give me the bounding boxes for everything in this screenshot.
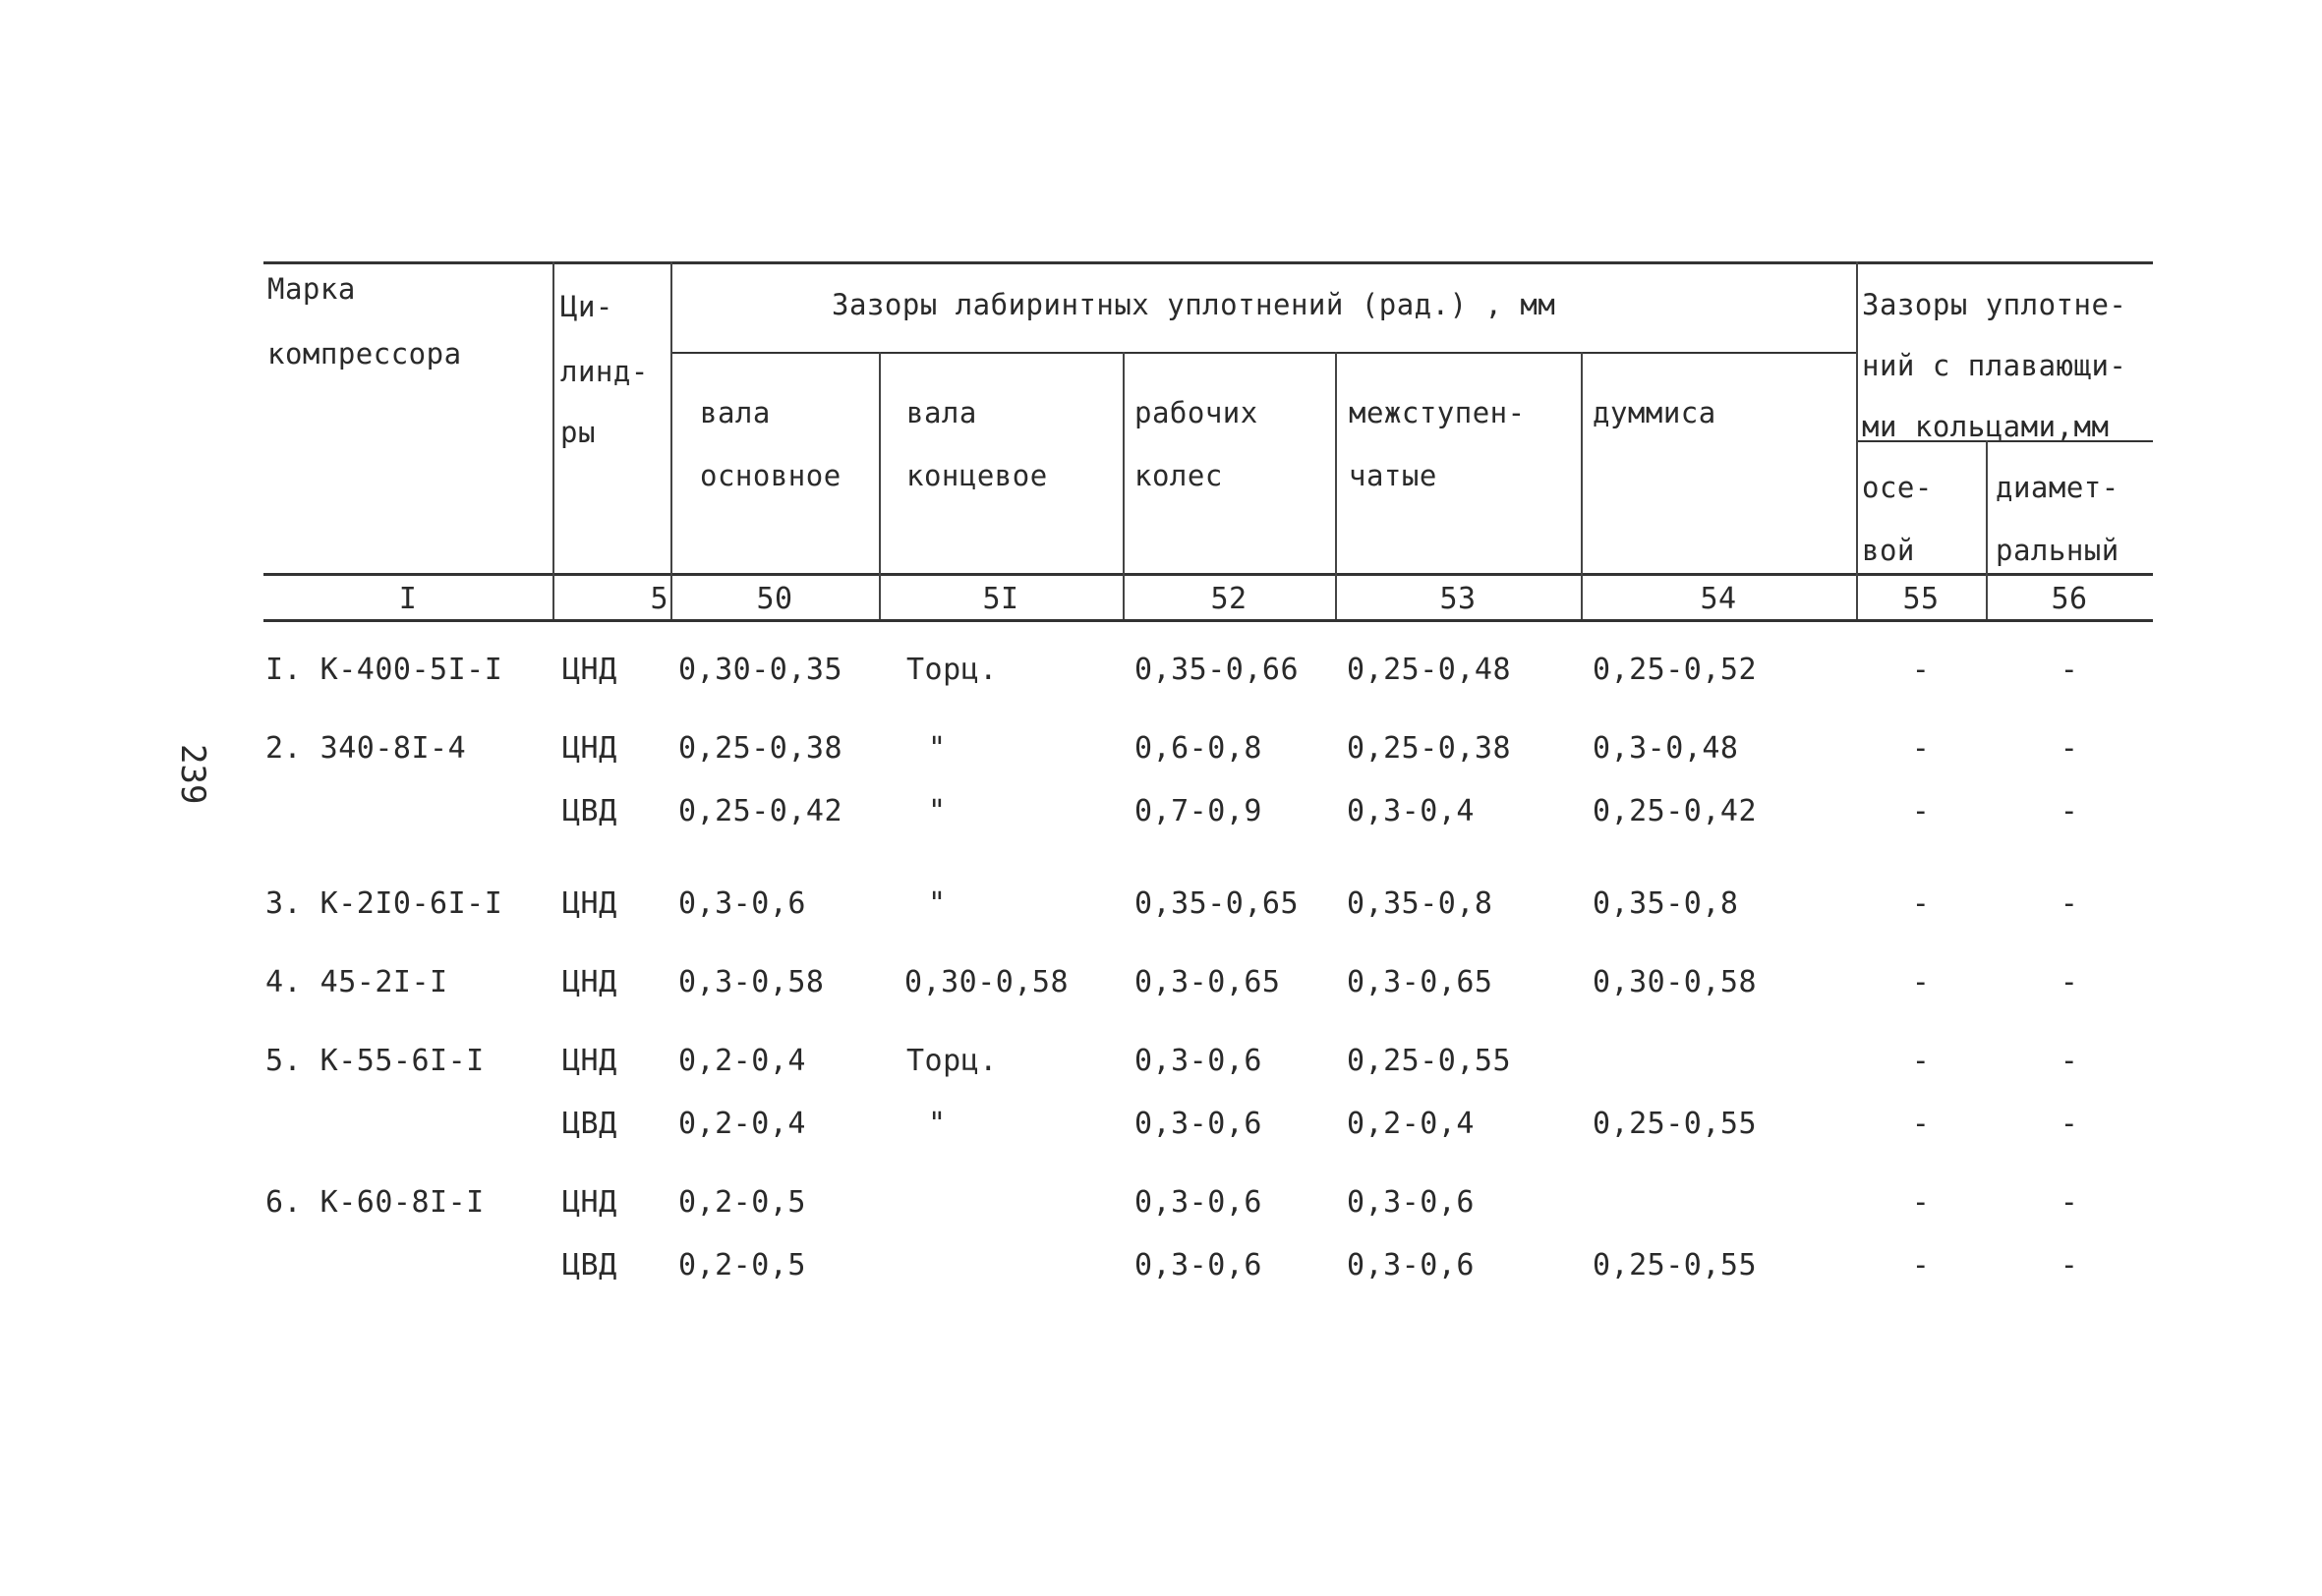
- header-bottom-rule: [263, 573, 2153, 576]
- header-wheels-1: рабочих: [1134, 396, 1258, 429]
- table-cell-c53: 0,25-0,38: [1347, 731, 1512, 766]
- table-cell-brand: 3. К-2I0-6I-I: [265, 886, 503, 921]
- header-brand-2: компрессора: [267, 337, 462, 370]
- header-floating-1: Зазоры уплотне-: [1862, 288, 2127, 321]
- header-wheels-2: колес: [1134, 459, 1223, 492]
- table-cell-c52: 0,3-0,65: [1134, 965, 1281, 999]
- table-cell-brand: 6. К-60-8I-I: [265, 1185, 485, 1220]
- table-cell-cyl: ЦНД: [562, 1185, 617, 1220]
- table-cell-c56: -: [2060, 1185, 2079, 1220]
- table-top-rule: [263, 261, 2153, 264]
- table-cell-c56: -: [2060, 886, 2079, 921]
- table-cell-c54: 0,30-0,58: [1593, 965, 1758, 999]
- table-cell-c54: 0,25-0,55: [1593, 1107, 1758, 1141]
- table-cell-c51: Торц.: [906, 1044, 998, 1078]
- table-cell-c53: 0,3-0,6: [1347, 1185, 1475, 1220]
- col-number-5: 5: [650, 582, 668, 616]
- table-cell-brand: 5. К-55-6I-I: [265, 1044, 485, 1078]
- table-cell-c52: 0,35-0,65: [1134, 886, 1300, 921]
- table-cell-cyl: ЦВД: [562, 794, 617, 828]
- table-cell-c51: ": [928, 1107, 947, 1141]
- table-cell-c50: 0,3-0,6: [678, 886, 806, 921]
- header-interstage-2: чатые: [1349, 459, 1437, 492]
- header-shaft-main-2: основное: [700, 459, 842, 492]
- table-cell-c52: 0,35-0,66: [1134, 653, 1300, 687]
- table-cell-c50: 0,3-0,58: [678, 965, 825, 999]
- col-number-54: 54: [1700, 582, 1737, 616]
- table-cell-c50: 0,2-0,4: [678, 1044, 806, 1078]
- table-cell-c54: 0,3-0,48: [1593, 731, 1739, 766]
- header-interstage-1: межступен-: [1349, 396, 1526, 429]
- table-cell-c50: 0,25-0,42: [678, 794, 843, 828]
- col-number-53: 53: [1439, 582, 1477, 616]
- table-cell-c52: 0,3-0,6: [1134, 1044, 1262, 1078]
- table-cell-c56: -: [2060, 1248, 2079, 1282]
- table-cell-c55: -: [1911, 653, 1931, 687]
- header-diam-1: диамет-: [1996, 471, 2119, 504]
- table-cell-brand: 2. 340-8I-4: [265, 731, 467, 766]
- table-cell-c53: 0,3-0,65: [1347, 965, 1493, 999]
- table-cell-c51: ": [928, 731, 947, 766]
- header-cyl-3: ры: [560, 416, 596, 449]
- table-cell-cyl: ЦНД: [562, 965, 617, 999]
- table-cell-c52: 0,6-0,8: [1134, 731, 1262, 766]
- table-cell-c51: ": [928, 794, 947, 828]
- table-cell-c53: 0,25-0,48: [1347, 653, 1512, 687]
- table-cell-c54: 0,35-0,8: [1593, 886, 1739, 921]
- table-cell-c55: -: [1911, 965, 1931, 999]
- col-number-55: 55: [1902, 582, 1940, 616]
- table-cell-c50: 0,2-0,5: [678, 1185, 806, 1220]
- table-cell-c56: -: [2060, 731, 2079, 766]
- table-cell-c50: 0,2-0,5: [678, 1248, 806, 1282]
- table-cell-c55: -: [1911, 1107, 1931, 1141]
- col-divider-50: [670, 261, 672, 619]
- table-cell-c53: 0,3-0,6: [1347, 1248, 1475, 1282]
- table-cell-c51: ": [928, 886, 947, 921]
- table-cell-cyl: ЦВД: [562, 1248, 617, 1282]
- table-cell-cyl: ЦВД: [562, 1107, 617, 1141]
- subheader-rule: [670, 352, 1856, 354]
- table-cell-c52: 0,7-0,9: [1134, 794, 1262, 828]
- column-number-rule: [263, 619, 2153, 622]
- table-cell-cyl: ЦНД: [562, 731, 617, 766]
- header-cyl-1: Ци-: [560, 290, 613, 323]
- table-cell-c55: -: [1911, 886, 1931, 921]
- col-divider-55: [1856, 261, 1858, 619]
- header-cyl-2: линд-: [560, 355, 649, 388]
- table-cell-c55: -: [1911, 794, 1931, 828]
- header-brand-1: Марка: [267, 272, 356, 306]
- page-number: 239: [173, 744, 212, 805]
- table-cell-c54: 0,25-0,42: [1593, 794, 1758, 828]
- col-number-56: 56: [2051, 582, 2088, 616]
- header-axial-2: вой: [1862, 534, 1915, 567]
- table-cell-c50: 0,25-0,38: [678, 731, 843, 766]
- header-diam-2: ральный: [1996, 534, 2119, 567]
- header-shaft-end-2: концевое: [906, 459, 1048, 492]
- table-cell-c56: -: [2060, 1107, 2079, 1141]
- table-cell-c51: Торц.: [906, 653, 998, 687]
- table-cell-cyl: ЦНД: [562, 886, 617, 921]
- table-cell-c56: -: [2060, 965, 2079, 999]
- table-cell-c55: -: [1911, 1248, 1931, 1282]
- table-cell-c53: 0,3-0,4: [1347, 794, 1475, 828]
- table-cell-c55: -: [1911, 731, 1931, 766]
- table-cell-c55: -: [1911, 1185, 1931, 1220]
- table-cell-c50: 0,2-0,4: [678, 1107, 806, 1141]
- header-dummy: думмиса: [1593, 396, 1716, 429]
- table-cell-c52: 0,3-0,6: [1134, 1185, 1262, 1220]
- table-cell-brand: I. К-400-5I-I: [265, 653, 503, 687]
- table-cell-c54: 0,25-0,55: [1593, 1248, 1758, 1282]
- table-cell-c54: 0,25-0,52: [1593, 653, 1758, 687]
- table-cell-c56: -: [2060, 1044, 2079, 1078]
- table-cell-c50: 0,30-0,35: [678, 653, 843, 687]
- table-cell-c52: 0,3-0,6: [1134, 1107, 1262, 1141]
- table-cell-c56: -: [2060, 794, 2079, 828]
- table-cell-cyl: ЦНД: [562, 1044, 617, 1078]
- table-cell-cyl: ЦНД: [562, 653, 617, 687]
- col-number-52: 52: [1210, 582, 1248, 616]
- header-shaft-main-1: вала: [700, 396, 771, 429]
- table-cell-c51: 0,30-0,58: [904, 965, 1070, 999]
- header-floating-2: ний с плавающи-: [1862, 349, 2127, 382]
- col-divider-cyl: [552, 261, 554, 619]
- header-axial-1: осе-: [1862, 471, 1933, 504]
- table-cell-c53: 0,2-0,4: [1347, 1107, 1475, 1141]
- header-floating-3: ми кольцами,мм: [1862, 410, 2110, 443]
- table-cell-c56: -: [2060, 653, 2079, 687]
- col-number-51: 5I: [982, 582, 1019, 616]
- table-cell-c53: 0,35-0,8: [1347, 886, 1493, 921]
- header-shaft-end-1: вала: [906, 396, 977, 429]
- col-number-1: I: [398, 582, 418, 616]
- header-labyrinth-title: Зазоры лабиринтных уплотнений (рад.) , мм: [832, 288, 1556, 321]
- table-cell-brand: 4. 45-2I-I: [265, 965, 448, 999]
- col-number-50: 50: [756, 582, 793, 616]
- table-cell-c52: 0,3-0,6: [1134, 1248, 1262, 1282]
- table-cell-c53: 0,25-0,55: [1347, 1044, 1512, 1078]
- table-cell-c55: -: [1911, 1044, 1931, 1078]
